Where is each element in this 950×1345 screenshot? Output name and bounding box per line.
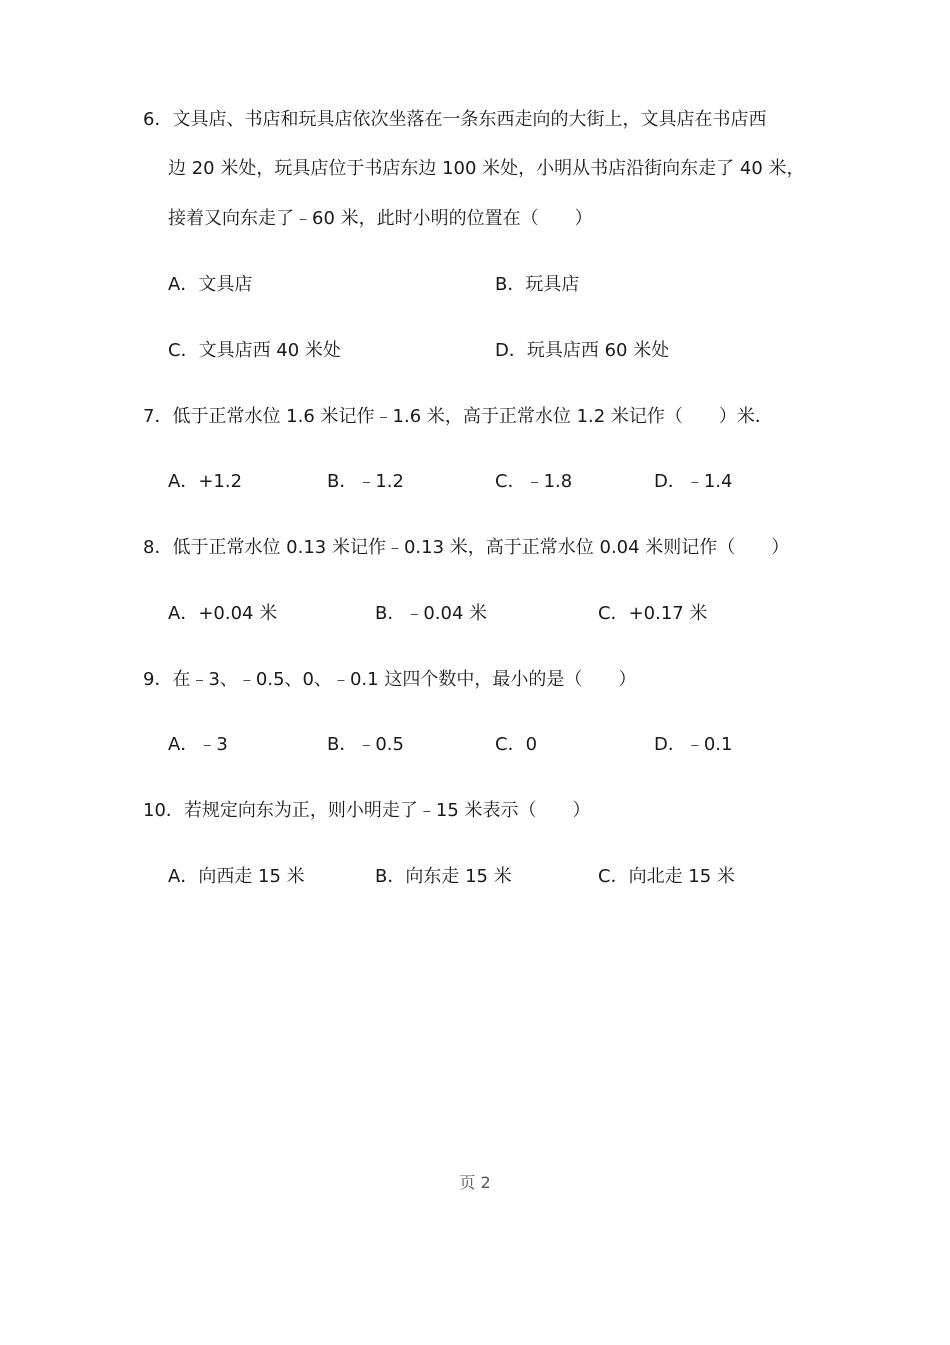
question-9-option-b: B．﹣0.5 [327, 734, 404, 755]
question-9-option-d: D．﹣0.1 [654, 734, 733, 755]
question-7-option-b: B．﹣1.2 [327, 471, 404, 492]
question-7-option-d: D．﹣1.4 [654, 471, 733, 492]
question-9-line-1: 9．在﹣3、﹣0.5、0、﹣0.1 这四个数中，最小的是（ ） [143, 669, 637, 690]
question-6-line-1: 6．文具店、书店和玩具店依次坐落在一条东西走向的大街上，文具店在书店西 [143, 109, 767, 130]
question-10-option-a: A．向西走 15 米 [168, 866, 305, 887]
question-6-option-c: C．文具店西 40 米处 [168, 340, 341, 361]
question-6-option-b: B．玩具店 [495, 274, 580, 295]
question-9-option-c: C．0 [495, 734, 538, 755]
question-10-option-b: B．向东走 15 米 [375, 866, 512, 887]
question-7-line-1: 7．低于正常水位 1.6 米记作﹣1.6 米，高于正常水位 1.2 米记作（ ）米． [143, 406, 773, 427]
question-8-option-c: C．+0.17 米 [598, 603, 708, 624]
question-7-option-c: C．﹣1.8 [495, 471, 573, 492]
question-9-option-a: A．﹣3 [168, 734, 228, 755]
question-8-option-b: B．﹣0.04 米 [375, 603, 488, 624]
question-7-option-a: A．+1.2 [168, 471, 243, 492]
question-6-line-2: 边 20 米处，玩具店位于书店东边 100 米处，小明从书店沿街向东走了 40 米， [168, 158, 805, 179]
question-8-line-1: 8．低于正常水位 0.13 米记作﹣0.13 米，高于正常水位 0.04 米则记作（ ） [143, 537, 790, 558]
question-6-option-a: A．文具店 [168, 274, 253, 295]
question-10-line-1: 10．若规定向东为正，则小明走了﹣15 米表示（ ） [143, 800, 591, 821]
question-6-line-3: 接着又向东走了﹣60 米，此时小明的位置在（ ） [168, 208, 593, 229]
question-10-option-c: C．向北走 15 米 [598, 866, 735, 887]
question-6-option-d: D．玩具店西 60 米处 [495, 340, 670, 361]
page-number: 页 2 [459, 1173, 491, 1192]
question-8-option-a: A．+0.04 米 [168, 603, 278, 624]
